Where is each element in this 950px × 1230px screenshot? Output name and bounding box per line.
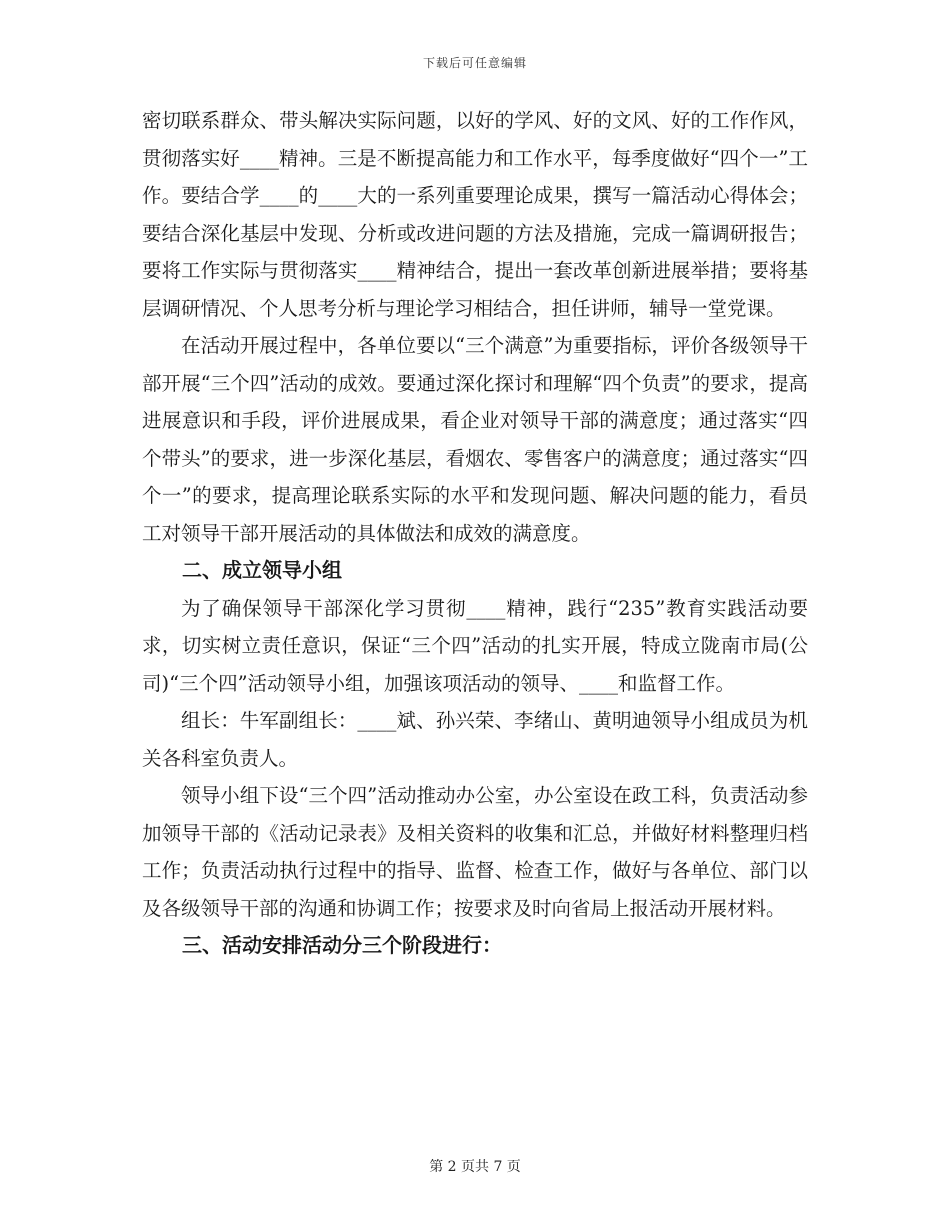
paragraph-3: 为了确保领导干部深化学习贯彻____精神，践行“235”教育实践活动要求，切实树立责任意识，保证“三个四”活动的扎实开展，特成立陇南市局(公司)“三个四”活动领导小组，加强该项活动的领导、____和监督工作。 [142,596,808,695]
section-heading-2: 二、成立领导小组 [182,558,342,582]
section-heading-3: 三、活动安排活动分三个阶段进行： [182,933,502,957]
document-body [142,102,808,965]
paragraph-1: 密切联系群众、带头解决实际问题，以好的学风、好的文风、好的工作作风，贯彻落实好____精神。三是不断提高能力和工作水平，每季度做好“四个一”工作。要结合学____的____大的一系列重要理论成果，撰写一篇活动心得体会；要结合深化基层中发现、分析或改进问题的方法及措施，完成一篇调研报告；要将工作实际与贯彻落实____精神结合，提出一套改革创新进展举措；要将基层调研情况、个人思考分析与理论学习相结合，担任讲师，辅导一堂党课。 [142,109,808,320]
page-footer: 第 2 页共 7 页 [429,1159,521,1175]
page-header: 下载后可任意编辑 [422,56,527,70]
paragraph-5: 领导小组下设“三个四”活动推动办公室，办公室设在政工科，负责活动参加领导干部的《活动记录表》及相关资料的收集和汇总，并做好材料整理归档工作；负责活动执行过程中的指导、监督、检查工作，做好与各单位、部门以及各级领导干部的沟通和协调工作；按要求及时向省局上报活动开展材料。 [142,784,808,920]
paragraph-4: 组长：牛军副组长：____斌、孙兴荣、李绪山、黄明迪领导小组成员为机关各科室负责人。 [142,709,808,770]
paragraph-2: 在活动开展过程中，各单位要以“三个满意”为重要指标，评价各级领导干部开展“三个四”活动的成效。要通过深化探讨和理解“四个负责”的要求，提高进展意识和手段，评价进展成果，看企业对领导干部的满意度；通过落实“四个带头”的要求，进一步深化基层，看烟农、零售客户的满意度；通过落实“四个一”的要求，提高理论联系实际的水平和发现问题、解决问题的能力，看员工对领导干部开展活动的具体做法和成效的满意度。 [142,334,808,545]
